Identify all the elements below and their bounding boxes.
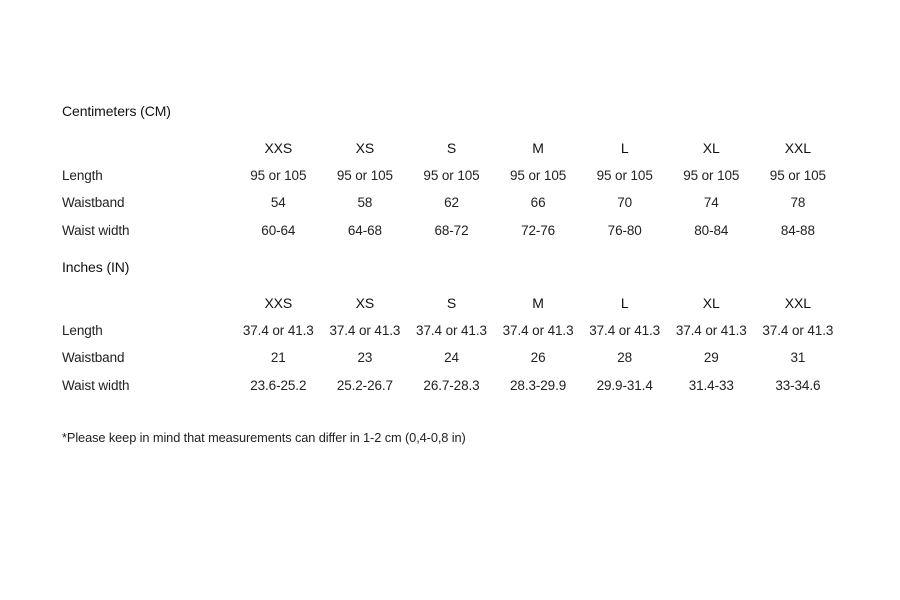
table-cell: 26.7-28.3 bbox=[423, 378, 480, 394]
table-cell: 64-68 bbox=[347, 223, 382, 239]
size-header-xxl: XXL bbox=[784, 294, 811, 311]
inches-size-table bbox=[62, 289, 841, 399]
table-cell: 37.4 or 41.3 bbox=[589, 322, 661, 338]
table-cell: 31.4-33 bbox=[688, 378, 734, 394]
table-cell: 37.4 or 41.3 bbox=[502, 322, 574, 338]
table-cell: 25.2-26.7 bbox=[336, 378, 393, 394]
table-cell: 37.4 or 41.3 bbox=[329, 322, 401, 338]
table-cell: 37.4 or 41.3 bbox=[675, 322, 747, 338]
table-cell: 72-76 bbox=[521, 223, 556, 239]
table-cell: 29.9-31.4 bbox=[596, 378, 653, 394]
size-header-l: L bbox=[620, 139, 629, 156]
table-cell: 37.4 or 41.3 bbox=[416, 322, 487, 338]
size-header-l: L bbox=[620, 294, 629, 311]
size-header-xs: XS bbox=[355, 139, 375, 156]
table-cell: 24 bbox=[444, 350, 459, 366]
table-cell: 23.6-25.2 bbox=[250, 378, 307, 394]
table-cell: 26 bbox=[530, 350, 546, 366]
cm-section-title: Centimeters (CM) bbox=[62, 103, 171, 119]
measurement-footnote: *Please keep in mind that measurements can differ in 1-2 cm (0,4-0,8 in) bbox=[62, 430, 466, 445]
table-cell: 68-72 bbox=[434, 223, 469, 239]
table-cell: 76-80 bbox=[607, 223, 642, 239]
cm-row-waist-width bbox=[62, 217, 841, 245]
table-cell: 95 or 105 bbox=[769, 167, 826, 183]
size-header-xl: XL bbox=[702, 139, 720, 156]
inches-header-row bbox=[62, 289, 841, 317]
table-cell: 21 bbox=[270, 350, 286, 366]
inches-row-waistband bbox=[62, 344, 841, 372]
table-cell: 31 bbox=[790, 350, 806, 366]
cm-row-length bbox=[62, 162, 841, 190]
size-header-m: M bbox=[532, 139, 544, 156]
table-cell: 60-64 bbox=[261, 223, 296, 239]
row-label: Waistband bbox=[62, 350, 125, 366]
table-cell: 58 bbox=[357, 195, 373, 211]
size-header-s: S bbox=[446, 294, 457, 311]
table-cell: 54 bbox=[270, 195, 286, 211]
row-label: Waist width bbox=[62, 378, 130, 394]
table-cell: 95 or 105 bbox=[683, 167, 740, 183]
table-cell: 33-34.6 bbox=[775, 378, 821, 394]
table-cell: 95 or 105 bbox=[250, 167, 307, 183]
table-cell: 84-88 bbox=[780, 223, 815, 239]
table-cell: 95 or 105 bbox=[423, 167, 480, 183]
table-cell: 29 bbox=[703, 350, 719, 366]
table-cell: 80-84 bbox=[694, 223, 729, 239]
header-corner bbox=[62, 289, 235, 317]
table-cell: 28.3-29.9 bbox=[510, 378, 567, 394]
row-label: Waistband bbox=[62, 195, 125, 211]
row-label: Length bbox=[62, 322, 103, 338]
table-cell: 74 bbox=[703, 195, 719, 211]
table-cell: 95 or 105 bbox=[596, 167, 653, 183]
table-cell: 37.4 or 41.3 bbox=[762, 322, 834, 338]
cm-header-row bbox=[62, 134, 841, 162]
row-label: Length bbox=[62, 167, 103, 183]
table-cell: 23 bbox=[357, 350, 373, 366]
cm-row-waistband bbox=[62, 189, 841, 217]
table-cell: 66 bbox=[530, 195, 546, 211]
inches-row-waist-width bbox=[62, 372, 841, 400]
table-cell: 78 bbox=[790, 195, 806, 211]
table-cell: 95 or 105 bbox=[510, 167, 567, 183]
cm-size-table bbox=[62, 134, 841, 244]
inches-row-length bbox=[62, 317, 841, 345]
table-cell: 62 bbox=[444, 195, 459, 211]
row-label: Waist width bbox=[62, 223, 130, 239]
size-header-s: S bbox=[446, 139, 457, 156]
table-cell: 28 bbox=[617, 350, 633, 366]
size-header-xxs: XXS bbox=[264, 139, 293, 156]
table-cell: 70 bbox=[617, 195, 633, 211]
header-corner bbox=[62, 134, 235, 162]
table-cell: 95 or 105 bbox=[336, 167, 393, 183]
inches-section-title: Inches (IN) bbox=[62, 259, 130, 275]
size-header-xs: XS bbox=[355, 294, 375, 311]
size-header-xxl: XXL bbox=[784, 139, 811, 156]
size-header-xl: XL bbox=[702, 294, 720, 311]
size-header-xxs: XXS bbox=[264, 294, 293, 311]
table-cell: 37.4 or 41.3 bbox=[242, 322, 314, 338]
size-header-m: M bbox=[532, 294, 544, 311]
